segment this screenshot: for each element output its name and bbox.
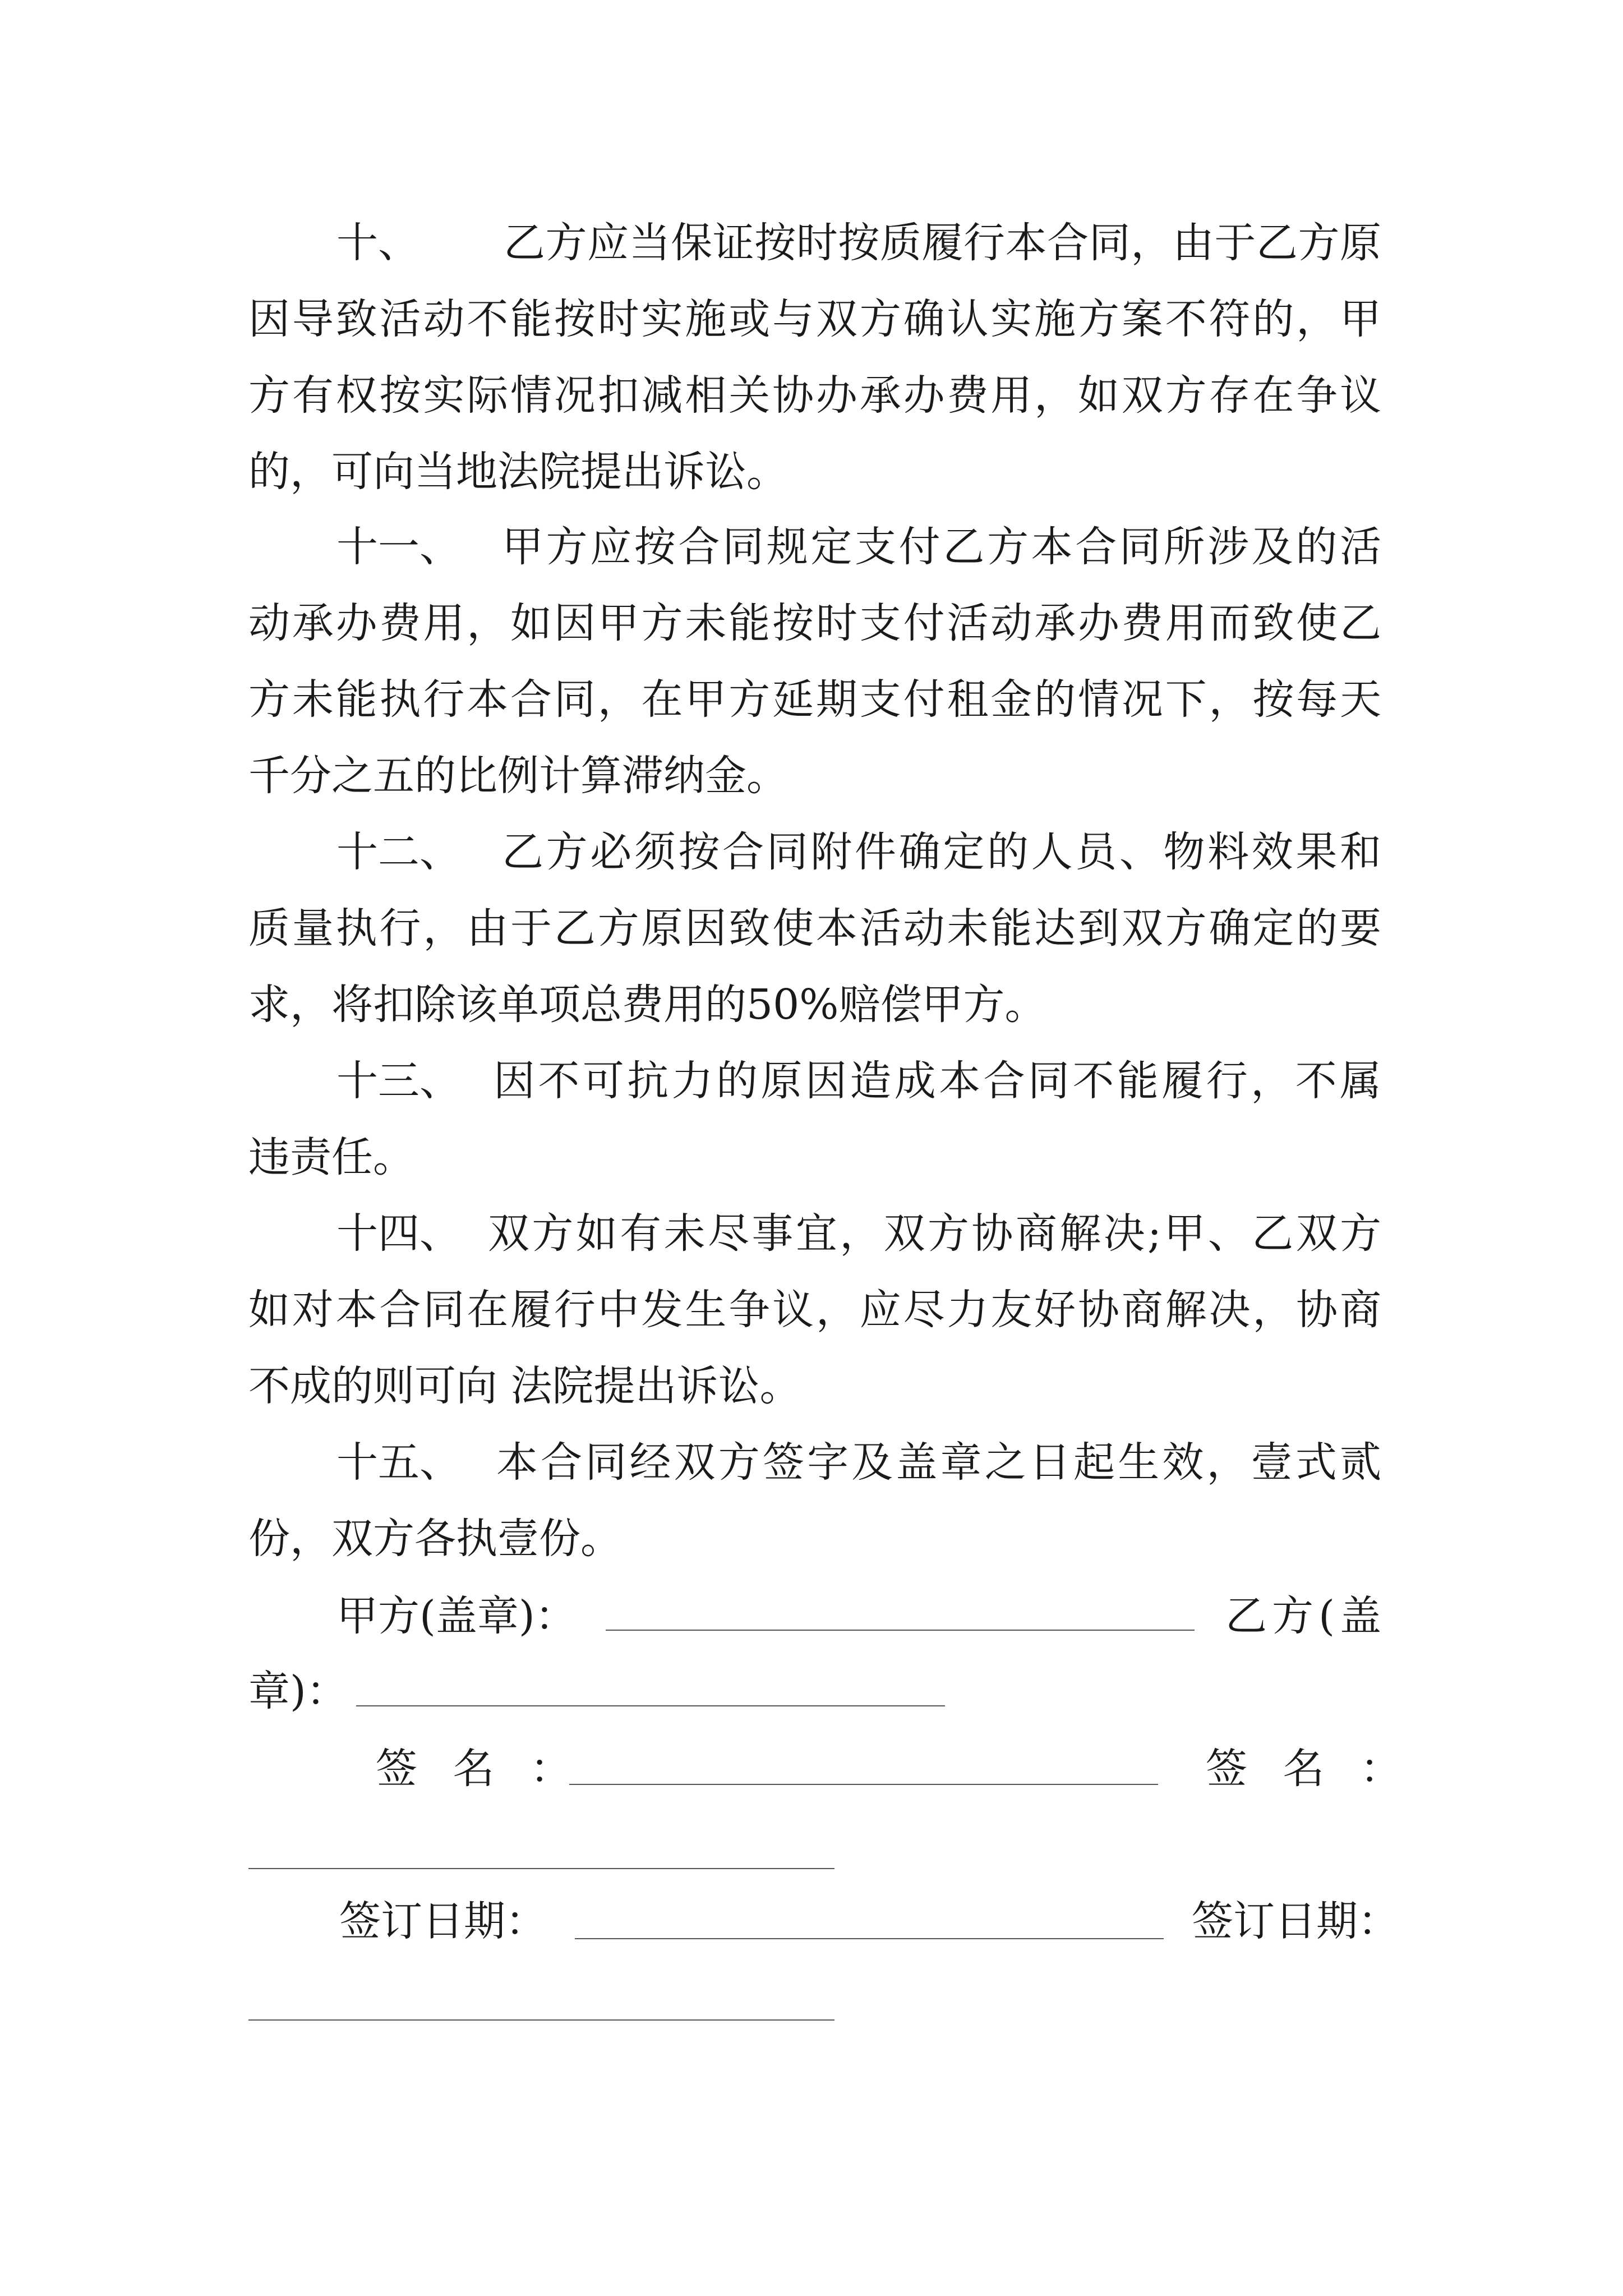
clause-line: 因不可抗力的原因造成本合同不能履行，不属 [494, 1057, 1381, 1105]
clause-line: 双方如有未尽事宜，双方协商解决;甲、乙双方 [488, 1209, 1381, 1258]
clause-line: 因导致活动不能按时实施或与双方确认实施方案不符的，甲 [248, 295, 1381, 343]
clause-line: 方未能执行本合同，在甲方延期支付租金的情况下，按每天 [248, 675, 1381, 724]
party-a-sign-field[interactable] [569, 1784, 1158, 1785]
party-a-date-field[interactable] [575, 1938, 1164, 1939]
clause-line: 的，可向当地法院提出诉讼。 [248, 448, 788, 496]
party-a-date-label: 签订日期： [339, 1897, 547, 1945]
clause-label: 十、 [336, 219, 419, 267]
clause-line: 份，双方各执壹份。 [248, 1515, 622, 1563]
clause-line: 动承办费用，如因甲方未能按时支付活动承办费用而致使乙 [248, 599, 1381, 647]
clause-line: 甲方应按合同规定支付乙方本合同所涉及的活 [502, 523, 1381, 571]
clause-line: 质量执行，由于乙方原因致使本活动未能达到双方确定的要 [248, 904, 1381, 953]
clause-line: 方有权按实际情况扣减相关协办承办费用，如双方存在争议 [248, 371, 1381, 420]
clause-label: 十五、 [336, 1438, 461, 1487]
party-b-seal-label: 乙方(盖 [1225, 1592, 1381, 1640]
party-b-date-field[interactable] [248, 2019, 834, 2021]
party-b-date-label: 签订日期： [1192, 1897, 1399, 1945]
clause-line: 求，将扣除该单项总费用的50%赔偿甲方。 [248, 981, 1046, 1029]
clause-line: 如对本合同在履行中发生争议，应尽力友好协商解决，协商 [248, 1286, 1381, 1334]
clause-line: 千分之五的比例计算滞纳金。 [248, 752, 788, 800]
clause-line: 乙方必须按合同附件确定的人员、物料效果和 [502, 828, 1381, 876]
party-b-seal-field[interactable] [356, 1705, 945, 1706]
party-b-sign-label: 签 名 ： [1206, 1745, 1413, 1793]
clause-line: 不成的则可向 法院提出诉讼。 [248, 1362, 801, 1410]
clause-label: 十四、 [336, 1209, 461, 1258]
clause-label: 十二、 [336, 828, 461, 876]
clause-line: 乙方应当保证按时按质履行本合同，由于乙方原 [504, 219, 1381, 267]
clause-line: 违责任。 [248, 1133, 414, 1181]
clause-line: 本合同经双方签字及盖章之日起生效，壹式贰 [496, 1438, 1381, 1487]
party-b-sign-field[interactable] [248, 1868, 834, 1869]
clause-label: 十三、 [336, 1057, 461, 1105]
party-a-sign-label: 签 名 ： [376, 1745, 583, 1793]
party-a-seal-field[interactable] [606, 1630, 1195, 1631]
party-b-seal-label-cont: 章)： [248, 1667, 348, 1715]
party-a-seal-label: 甲方(盖章)： [336, 1592, 577, 1640]
clause-label: 十一、 [336, 523, 461, 571]
